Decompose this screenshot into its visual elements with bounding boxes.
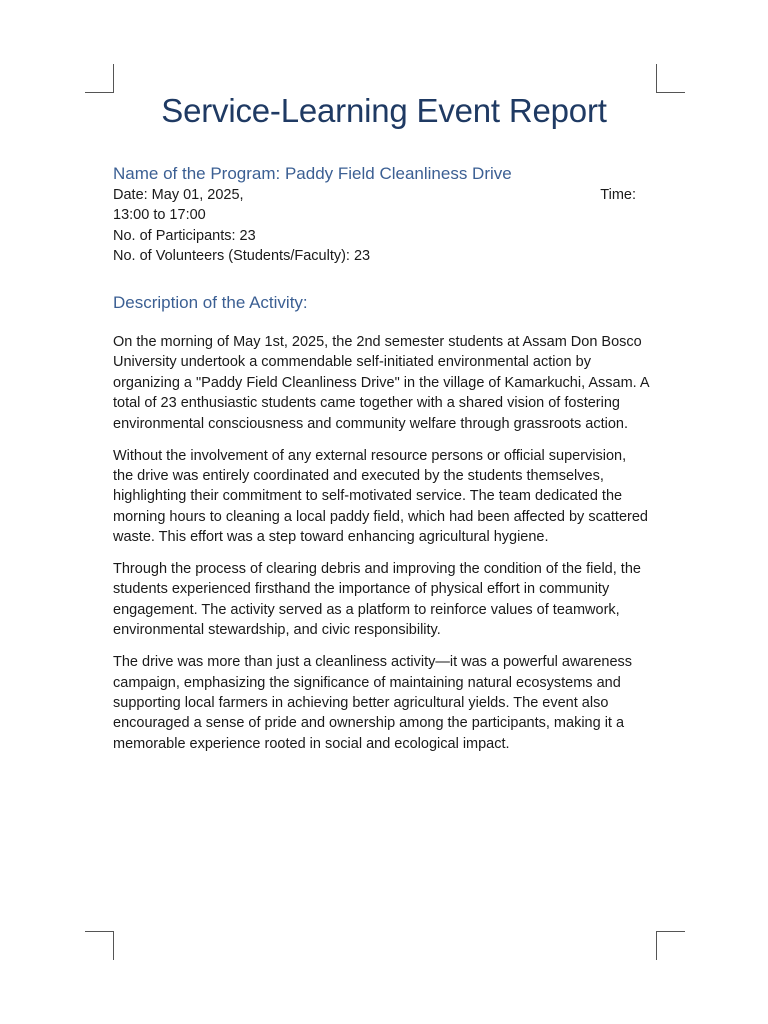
participants-count: No. of Participants: 23 bbox=[113, 227, 256, 244]
description-heading: Description of the Activity: bbox=[113, 293, 308, 312]
paragraph-1: On the morning of May 1st, 2025, the 2nd semester students at Assam Don Bosco University undertook a commendable self-initiated environmental action by organizing a "Paddy Field Cleanliness Drive" in the village of Kamarkuchi, Assam. A total of 23 enthusiastic students came together with a shared vision of fostering environmental consciousness and community welfare through grassroots action. bbox=[113, 334, 649, 432]
date-time-row bbox=[113, 185, 650, 205]
program-name-heading: Name of the Program: Paddy Field Cleanliness Drive bbox=[113, 164, 512, 183]
paragraph-3: Through the process of clearing debris and improving the condition of the field, the students experienced firsthand the importance of physical effort in community engagement. The activity served as a platform to reinforce values of teamwork, environmental stewardship, and civic responsibility. bbox=[113, 561, 641, 639]
crop-mark-bottom-right bbox=[656, 931, 685, 960]
time-label: Time: bbox=[600, 187, 636, 203]
paragraph-2: Without the involvement of any external resource persons or official supervision, the drive was entirely coordinated and executed by the students themselves, highlighting their commitment to self-motivated service. The team dedicated the morning hours to cleaning a local paddy field, which had been affected by scattered waste. This effort was a step toward enhancing agricultural hygiene. bbox=[113, 447, 648, 546]
document-title: Service-Learning Event Report bbox=[161, 92, 607, 129]
event-details bbox=[113, 185, 650, 267]
paragraph-4: The drive was more than just a cleanliness activity—it was a powerful awareness campaign, emphasizing the significance of maintaining natural ecosystems and supporting local farmers in achieving better agricultural yields. The event also encouraged a sense of pride and ownership among the participants, making it a memorable experience rooted in social and ecological impact. bbox=[113, 654, 633, 752]
description-text bbox=[113, 332, 650, 766]
crop-mark-top-left bbox=[85, 64, 114, 93]
crop-mark-top-right bbox=[656, 64, 685, 93]
event-time: 13:00 to 17:00 bbox=[113, 207, 206, 224]
event-date: Date: May 01, 2025, bbox=[113, 187, 244, 203]
volunteers-count: No. of Volunteers (Students/Faculty): 23 bbox=[113, 248, 371, 265]
crop-mark-bottom-left bbox=[85, 931, 114, 960]
